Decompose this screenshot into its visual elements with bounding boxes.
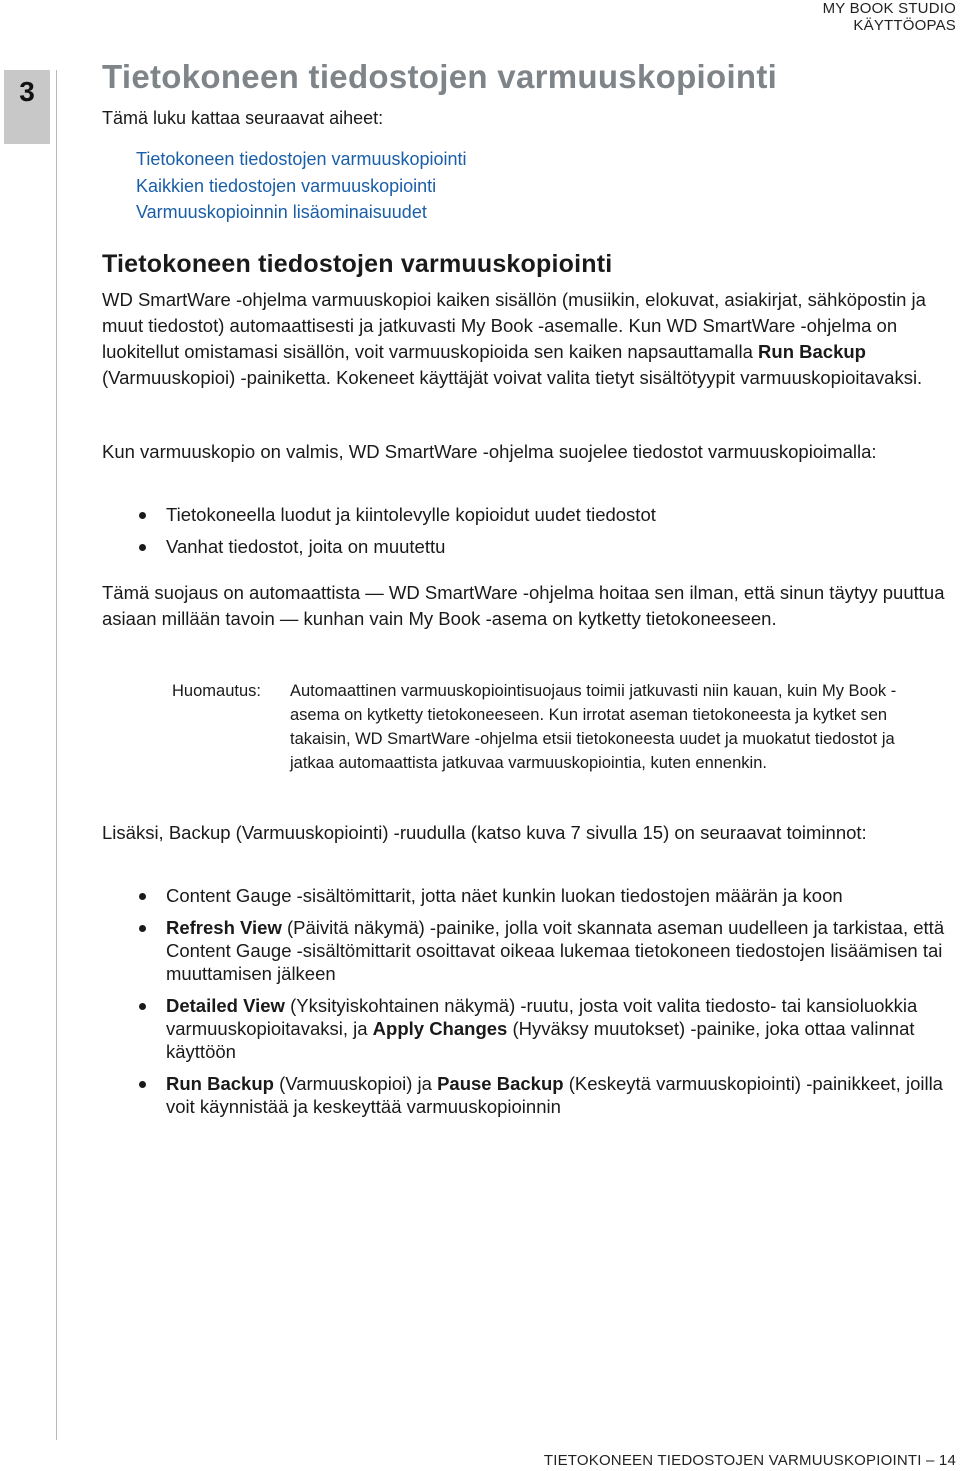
toc-link-advanced-features[interactable]: Varmuuskopioinnin lisäominaisuudet — [136, 202, 427, 222]
note-label: Huomautus: — [172, 682, 261, 700]
header-doc-type: KÄYTTÖOPAS — [853, 17, 956, 34]
list-item: Content Gauge -sisältömittarit, jotta näet kunkin luokan tiedostojen määrän ja koon — [102, 884, 952, 907]
paragraph-overview: WD SmartWare -ohjelma varmuuskopioi kaiken sisällön (musiikin, elokuvat, asiakirjat, sähköpostin ja muut tiedostot) automaattisesti ja jatkuvasti My Book -asemalle. Kun WD SmartWare -ohjelma on luokitellut omistamasi sisällön, voit varmuuskopioida sen kaiken napsauttamalla Run Backup (Varmuuskopioi) -painiketta. Kokeneet käyttäjät voivat valita tietyt sisältötyypit varmuuskopioitavaksi. — [102, 289, 926, 388]
list-item: Refresh View (Päivitä näkymä) -painike, jolla voit skannata aseman uudelleen ja tarkistaa, että Content Gauge -sisältömittarit osoittavat oikeaa lukemaa tietokoneen tiedostojen lisäämisen tai muuttamisen jälkeen — [102, 916, 952, 985]
paragraph-features: Lisäksi, Backup (Varmuuskopiointi) -ruudulla (katso kuva 7 sivulla 15) on seuraavat toiminnot: — [102, 822, 867, 843]
section-title: Tietokoneen tiedostojen varmuuskopiointi — [102, 250, 613, 278]
header-product: MY BOOK STUDIO — [822, 0, 956, 17]
document-header — [823, 0, 956, 34]
footer-section: TIETOKONEEN TIEDOSTOJEN VARMUUSKOPIOINTI — [543, 1452, 922, 1469]
chapter-title: Tietokoneen tiedostojen varmuuskopiointi — [102, 58, 778, 95]
paragraph-protection: Kun varmuuskopio on valmis, WD SmartWare -ohjelma suojelee tiedostot varmuuskopioimalla: — [102, 441, 877, 462]
list-item: Vanhat tiedostot, joita on muutettu — [102, 535, 952, 558]
footer-separator: – — [921, 1452, 939, 1469]
run-backup-term: Run Backup — [758, 341, 866, 362]
list-item: Run Backup (Varmuuskopioi) ja Pause Backup (Keskeytä varmuuskopiointi) -painikkeet, joilla voit käynnistää ja keskeyttää varmuuskopioinnin — [102, 1072, 952, 1118]
toc-link-backup-all[interactable]: Kaikkien tiedostojen varmuuskopiointi — [136, 175, 437, 196]
note-text: Automaattinen varmuuskopiointisuojaus toimii jatkuvasti niin kauan, kuin My Book -asema on kytketty tietokoneeseen. Kun irrotat aseman tietokoneesta ja kytket sen takaisin, WD SmartWare -ohjelma etsii tietokoneesta uudet ja muokatut tiedostot ja jatkaa automaattista jatkuvaa varmuuskopiointia, kuten ennenkin. — [290, 682, 897, 772]
intro-text: Tämä luku kattaa seuraavat aiheet: — [102, 108, 384, 128]
protection-list — [102, 503, 952, 567]
features-list — [102, 884, 952, 1127]
list-item: Tietokoneella luodut ja kiintolevylle kopioidut uudet tiedostot — [102, 503, 952, 526]
chapter-number-box — [4, 70, 50, 144]
page-number: 14 — [938, 1452, 956, 1469]
list-item: Detailed View (Yksityiskohtainen näkymä) -ruutu, josta voit valita tiedosto- tai kansioluokkia varmuuskopioitavaksi, ja Apply Changes (Hyväksy muutokset) -painike, joka ottaa valinnat käyttöön — [102, 994, 952, 1063]
chapter-toc — [136, 146, 467, 226]
page-footer — [544, 1452, 956, 1469]
toc-link-backup-files[interactable]: Tietokoneen tiedostojen varmuuskopiointi — [136, 149, 467, 169]
chapter-number: 3 — [19, 76, 35, 107]
margin-rule — [56, 70, 57, 1440]
paragraph-automatic: Tämä suojaus on automaattista — WD SmartWare -ohjelma hoitaa sen ilman, että sinun täytyy puuttua asiaan millään tavoin — kunhan vain My Book -asema on kytketty tietokoneeseen. — [102, 582, 945, 629]
